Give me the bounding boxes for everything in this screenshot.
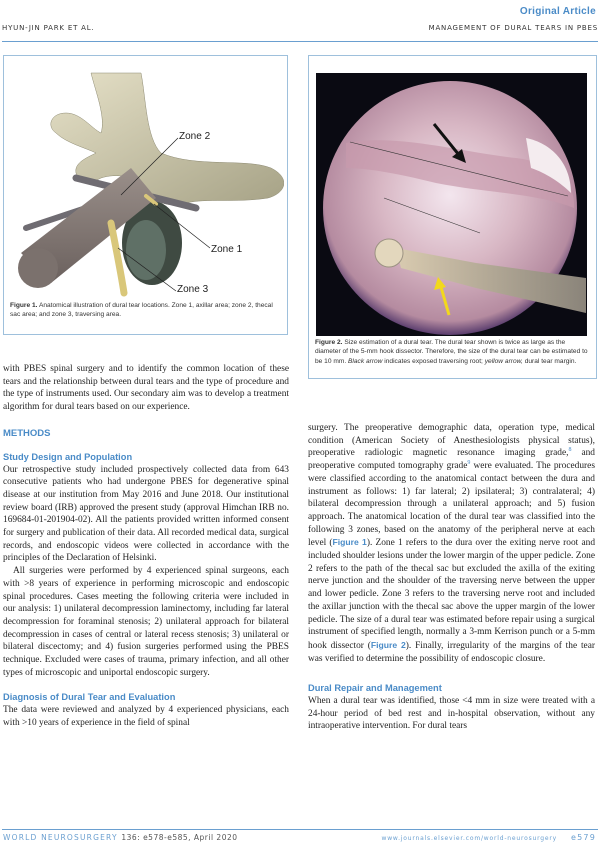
text-run: ). Finally, irregularity of the margins of the tear was verified to determine the possibility of endoscopic closure. — [308, 640, 595, 664]
study-design-paragraph-1: Our retrospective study included prospectively collected data from 643 consecutive patients who had undergone PBES for degenerative spinal disease at our institution from May 2016 and June 2018. Our institutional review board (IRB) approved the present study (approval Himchan IRB no. 169684-01-201904-02). All the patients provided written informed consent for surgery and publication of their data. All recorded medical data, surgical records, and endoscopic videos were collected in accordance with the principles of the Declaration of Helsinki. — [3, 464, 289, 564]
traversing-root — [111, 223, 124, 293]
figure-2-caption — [315, 338, 591, 366]
figure-2-label: Figure 2. — [315, 339, 343, 346]
figure-1 — [3, 55, 288, 335]
diagnosis-paragraph-start: The data were reviewed and analyzed by 4 experienced physicians, each with >10 years of experience in the field of spinal — [3, 705, 289, 728]
diagnosis-heading: Diagnosis of Dural Tear and Evaluation — [3, 692, 176, 703]
figure-2-caption-text: indicates exposed traversing root; — [384, 357, 483, 365]
running-title: MANAGEMENT OF DURAL TEARS IN PBES — [428, 24, 598, 32]
methods-heading: METHODS — [3, 427, 51, 439]
endoscopic-photo — [316, 73, 587, 336]
header-rule — [2, 41, 598, 42]
repair-paragraph: When a dural tear was identified, those <4 mm in size were treated with a 24-hour period of bed rest and in-hospital observation, without any intraoperative intervention. For dural tears — [308, 696, 595, 732]
text-run: ). Zone 1 refers to the dura over the exiting nerve root and included shoulder lesions under the lower margin of the upper pedicle. Zone 2 refers to the path of the thecal sac but excluded the axilla of the exiting nerve junction and the shoulder of the traversing nerve between the upper and lower pedicle. Zone 3 refers to the traversing nerve root and included the axillar junction with the thecal sac above the upper margin of the lower pedicle. The size of a dural tear was estimated before repair using a surgical instrument of specified length, normally a 3-mm Kerrison punch or a 5-mm hook dissector ( — [308, 538, 596, 651]
section-label: Original Article — [519, 6, 596, 17]
figure-2 — [308, 55, 597, 379]
reference-8[interactable]: 8 — [568, 447, 572, 454]
figure-2-caption-text: dural tear margin. — [524, 357, 577, 365]
thecal-sac-end — [18, 248, 58, 288]
footer-citation — [3, 833, 238, 842]
reference-9[interactable]: 9 — [467, 459, 471, 466]
right-column — [308, 422, 595, 733]
intro-paragraph: with PBES spinal surgery and to identify the common location of these tears and the relationship between dural tears and the type of procedure and the type of instruments used. Our secondary aim was to develop a treatment algorithm for dural tears based on our experience. — [3, 364, 289, 413]
volume-info: 136: e578-e585, April 2020 — [121, 833, 238, 842]
figure-2-caption-italic: Black arrow — [348, 357, 383, 365]
study-design-heading: Study Design and Population — [3, 451, 133, 462]
text-run: and preoperative computed tomography grade — [308, 448, 595, 472]
hook-tip — [375, 239, 403, 267]
figure-1-link[interactable]: Figure 1 — [332, 537, 367, 548]
footer-right — [382, 833, 597, 842]
zone1-label: Zone 1 — [211, 244, 243, 255]
study-design-paragraph-2: All surgeries were performed by 4 experienced spinal surgeons, each with >8 years of experience in performing microscopic and endoscopic spinal procedures. Cases meeting the following criteria were included in our analysis: 1) unilateral decompression laminectomy, including far lateral decompression for foraminal stenosis; 2) unilateral approach for bilateral decompression in cases of central or lateral recess stenosis; 3) unilateral or bilateral discectomy; and 4) fusion surgeries performed using the PBES technique. Excluded were cases of trauma, primary infection, and all other types of microscopic and uniportal endoscopic surgery. — [3, 566, 289, 678]
figure-1-label: Figure 1. — [10, 302, 38, 309]
journal-url[interactable]: www.journals.elsevier.com/world-neurosurgery — [381, 835, 557, 842]
text-run: were evaluated. The procedures were classified according to the anatomical contact between the dura and instrument as follows: 1) far lateral; 2) ipsilateral; 3) contralateral; 4) bilateral decompression through a unilateral approach; and 5) fusion approach. The anatomical location of the dural tear was classified into the following 3 zones, based on the anatomy of the peripheral nerve at each level ( — [308, 461, 595, 549]
figure-1-caption — [10, 301, 280, 320]
figure-2-caption-italic: yellow arrow, — [484, 357, 523, 365]
page-number: e579 — [571, 833, 596, 842]
footer-rule — [2, 829, 598, 830]
journal-name: WORLD NEUROSURGERY — [3, 833, 118, 842]
diagnosis-paragraph-continued — [308, 422, 595, 665]
figure-1-caption-text: Anatomical illustration of dural tear locations. Zone 1, axillar area; zone 2, thecal sac area; and zone 3, traversing area. — [10, 302, 273, 319]
zone3-label: Zone 3 — [177, 284, 209, 295]
zone2-label: Zone 2 — [179, 131, 211, 142]
running-authors: HYUN-JIN PARK ET AL. — [2, 24, 95, 32]
left-column — [3, 363, 289, 730]
spine-illustration — [6, 58, 284, 298]
vertebra-shape — [51, 73, 284, 205]
figure-2-link[interactable]: Figure 2 — [370, 639, 406, 650]
figure-2-caption-text: Size estimation of a dural tear. The dural tear shown is twice as large as the diameter of the 5-mm hook dissector. Therefore, the size of the dural tear can be estimated to be 10 mm. — [315, 339, 588, 365]
repair-heading: Dural Repair and Management — [308, 683, 442, 694]
text-run: surgery. The preoperative demographic data, operation type, medical condition (American Society of Anesthesiologists physical status), preoperative radiologic magnetic resonance imaging grade, — [308, 423, 595, 459]
disc-face — [126, 220, 166, 280]
